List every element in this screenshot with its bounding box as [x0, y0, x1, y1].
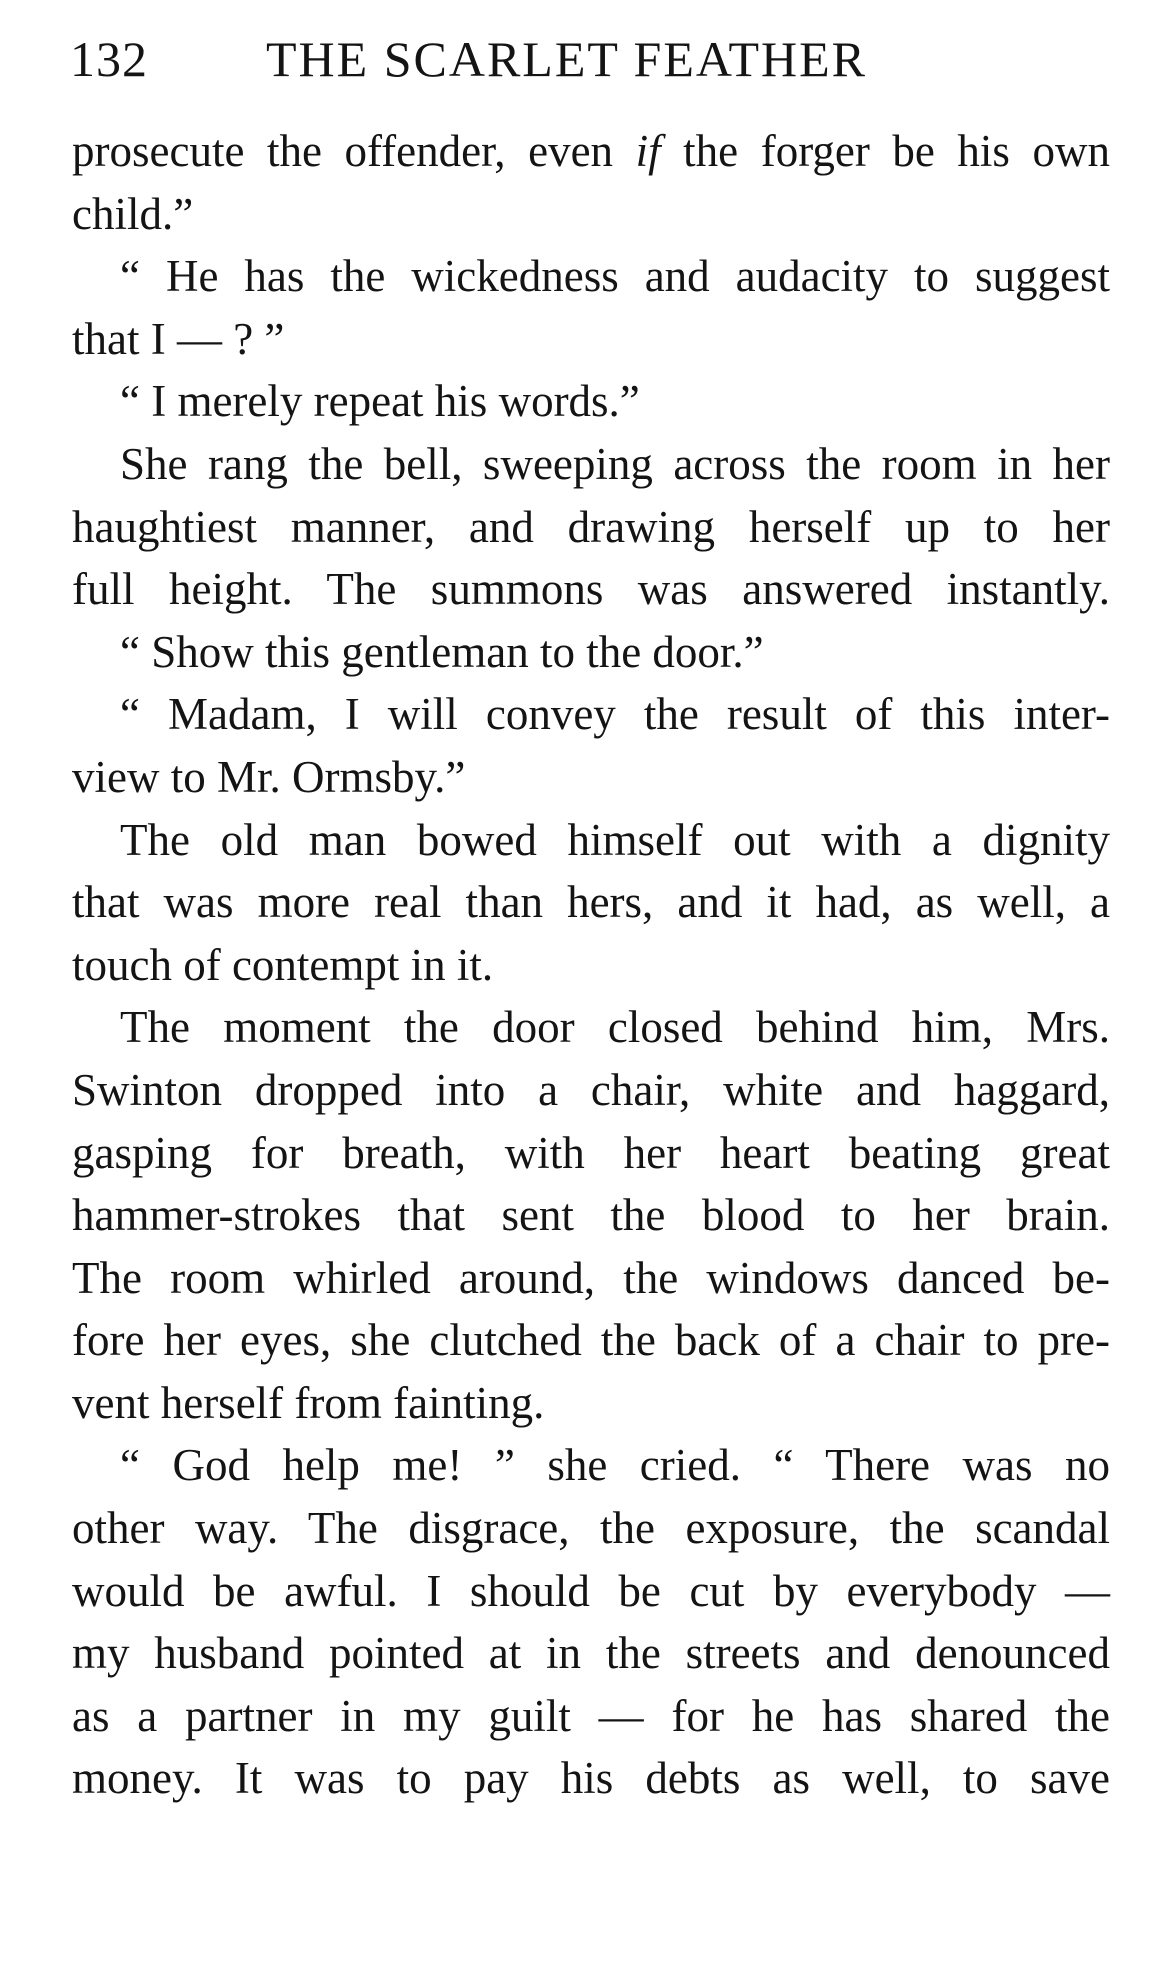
- page-number: 132: [70, 31, 148, 87]
- text-line: child.”: [72, 188, 194, 239]
- text-line: gasping for breath, with her heart beating great: [72, 1127, 1110, 1178]
- text-line: my husband pointed at in the streets and denounced: [72, 1628, 1110, 1679]
- text-line: that was more real than hers, and it had, as well, a: [72, 877, 1110, 928]
- text-line: “ God help me! ” she cried. “ There was no: [120, 1440, 1110, 1491]
- text-line: “ Madam, I will convey the result of this inter-: [120, 689, 1110, 740]
- running-title: THE SCARLET FEATHER: [266, 31, 867, 87]
- text-line: would be awful. I should be cut by everybody —: [72, 1565, 1110, 1616]
- page-header: [70, 24, 1110, 94]
- text-line: as a partner in my guilt — for he has shared the: [72, 1690, 1110, 1741]
- text-line: fore her eyes, she clutched the back of a chair to pre-: [72, 1315, 1110, 1366]
- text-line: money. It was to pay his debts as well, to save: [72, 1753, 1110, 1804]
- text-line: The old man bowed himself out with a dignity: [120, 814, 1110, 865]
- text-line: full height. The summons was answered instantly.: [72, 564, 1110, 615]
- text-line: touch of contempt in it.: [72, 939, 494, 990]
- body-text: [72, 120, 1110, 1810]
- text-line: haughtiest manner, and drawing herself up to her: [72, 501, 1110, 552]
- text-line: “ Show this gentleman to the door.”: [120, 626, 764, 677]
- text-line: hammer-strokes that sent the blood to her brain.: [72, 1190, 1110, 1241]
- text-line: “ He has the wickedness and audacity to suggest: [120, 251, 1110, 302]
- text-line: The moment the door closed behind him, Mrs.: [120, 1002, 1110, 1053]
- text-line: that I — ? ”: [72, 313, 285, 364]
- text-line: Swinton dropped into a chair, white and haggard,: [72, 1064, 1110, 1115]
- text-line: other way. The disgrace, the exposure, the scandal: [72, 1503, 1110, 1554]
- text-line: view to Mr. Ormsby.”: [72, 751, 466, 802]
- text-line: vent herself from fainting.: [72, 1377, 545, 1428]
- text-line: “ I merely repeat his words.”: [120, 376, 640, 427]
- text-line: The room whirled around, the windows danced be-: [72, 1252, 1110, 1303]
- emphasis: if: [635, 126, 661, 176]
- text-line: prosecute the offender, even if the forger be his own: [72, 126, 1110, 176]
- text-line: She rang the bell, sweeping across the room in her: [120, 438, 1110, 489]
